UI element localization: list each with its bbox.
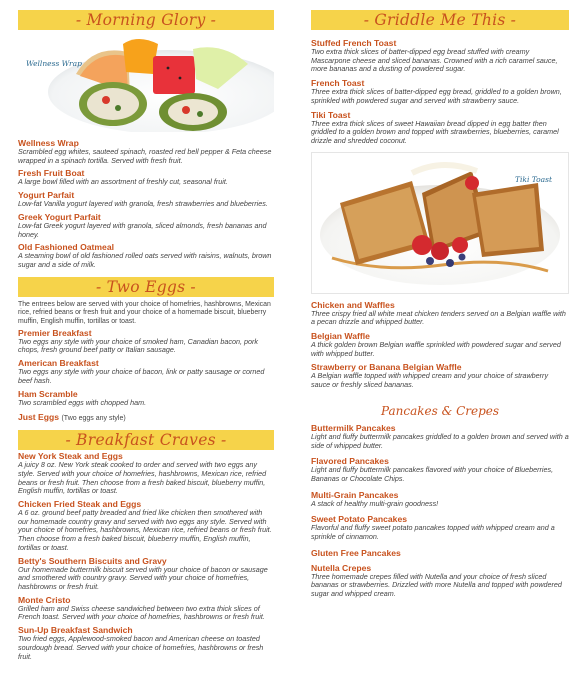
menu-item (311, 78, 569, 105)
item-description: Three extra thick slices of sweet Hawaiian bread dipped in egg batter then griddled to a golden brown and topped with strawberries, blueberries, caramel drizzle and shredded coconut. (311, 118, 559, 145)
item-name: New York Steak and Eggs (18, 451, 123, 462)
item-name: Buttermilk Pancakes (311, 422, 396, 433)
item-description: A thick golden brown Belgian waffle sprinkled with powdered sugar and served with whipped butter. (311, 340, 561, 358)
item-name: Gluten Free Pancakes (311, 547, 401, 558)
item-description: Two eggs any style with your choice of bacon, link or patty sausage or corned beef hash. (18, 367, 265, 385)
breakfast-craves-banner: - Breakfast Craves - (18, 430, 274, 450)
item-name: French Toast (311, 78, 365, 89)
menu-item (18, 556, 274, 592)
griddle-list-bottom (311, 300, 569, 390)
tiki-toast-photo (311, 152, 569, 294)
item-description: Grilled ham and Swiss cheese sandwiched between two extra thick slices of French toast. Served with your choice of homefries, hashbrowns or fresh fruit. (18, 603, 265, 622)
item-description: Light and fluffy buttermilk pancakes griddled to a golden brown and served with a side of whipped butter. (311, 431, 569, 450)
menu-item (18, 625, 274, 661)
menu-item (311, 456, 569, 483)
breakfast-craves-list (18, 451, 274, 661)
item-name: Old Fashioned Oatmeal (18, 242, 114, 253)
item-description: A 6 oz. ground beef patty breaded and fried like chicken then smothered with our homemade country gravy and served with two eggs any style. Served with your choice of homefries, hashbrowns, Mexican rice, refried beans or fresh fruit. Then choose from a fresh baked biscuit, blueberry muffin, English muffin, tortillas or toast. (18, 508, 272, 552)
menu-item (18, 451, 274, 496)
item-description: Two fried eggs, Applewood-smoked bacon and American cheese on toasted sourdough bread. Served with your choice of homefries, hashbrowns or fresh fruit. (18, 634, 264, 661)
item-description: Our homemade buttermilk biscuit served with your choice of bacon or sausage and smothered with country gravy. Served with your choice of homefries, hashbrowns or fresh fruit. (18, 564, 268, 591)
menu-item (18, 389, 274, 408)
item-name: Greek Yogurt Parfait (18, 211, 101, 222)
griddle-list-top (311, 38, 569, 146)
section-intro: The entrees below are served with your choice of homefries, hashbrowns, Mexican rice, refried beans or fresh fruit and your choice of a homemade biscuit, blueberry muffin, English muffin, tortillas or toast. (18, 300, 271, 326)
item-description: Two scrambled eggs with chopped ham. (18, 397, 147, 407)
menu-item (311, 563, 569, 599)
item-name: Chicken and Waffles (311, 299, 395, 310)
item-description: Three crispy fried all white meat chicken tenders served on a Belgian waffle with a pecan drizzle and whipped butter. (311, 308, 566, 327)
menu-item (18, 595, 274, 622)
menu-item (311, 423, 569, 450)
item-name: Yogurt Parfait (18, 190, 75, 201)
item-description: A juicy 8 oz. New York steak cooked to order and served with two eggs any style. Served with your choice of homefries, hashbrowns, Mexican rice, refried beans or fresh fruit. Then choose from a fresh baked biscuit, blueberry muffin, English muffin, tortillas or toast. (18, 460, 267, 496)
menu-item (18, 190, 274, 209)
item-name: Ham Scramble (18, 388, 78, 399)
item-name: Just Eggs (18, 412, 60, 423)
menu-item (18, 242, 274, 269)
item-description: Three extra thick slices of batter-dipped egg bread, griddled to a golden brown, sprinkled with powdered sugar and served with strawberry sauce. (311, 87, 562, 105)
two-eggs-banner: - Two Eggs - (18, 277, 274, 297)
photo-caption: Wellness Wrap (26, 59, 82, 68)
item-name: Tiki Toast (311, 109, 351, 120)
two-eggs-list (18, 301, 274, 425)
section-title: Breakfast Craves (76, 431, 216, 450)
pancakes-heading: Pancakes & Crepes (380, 403, 500, 418)
item-description: Scrambled egg whites, sauteed spinach, roasted red bell pepper & Feta cheese wrapped in a spinach tortilla. Served with fresh fruit. (18, 147, 272, 165)
wellness-wrap-photo (18, 34, 274, 132)
item-description: A stack of healthy multi-grain goodness! (311, 498, 439, 508)
item-name: Belgian Waffle (311, 331, 370, 342)
morning-glory-list (18, 138, 274, 270)
section-title: Two Eggs (106, 277, 186, 296)
menu-item (18, 328, 274, 355)
item-description: Low-fat Greek yogurt layered with granola, sliced almonds, fresh bananas and honey. (18, 220, 267, 239)
menu-item (18, 168, 274, 187)
item-name: American Breakfast (18, 358, 99, 369)
menu-item (311, 300, 569, 327)
item-name: Strawberry or Banana Belgian Waffle (311, 362, 462, 373)
item-description: Flavorful and fluffy sweet potato pancakes topped with whipped cream and a sprinkle of cinnamon. (311, 523, 555, 542)
section-title: Morning Glory (86, 11, 206, 29)
menu-item (18, 212, 274, 239)
item-name: Nutella Crepes (311, 562, 372, 573)
item-name: Sweet Potato Pancakes (311, 514, 408, 525)
just-eggs-item (18, 412, 274, 424)
menu-item (18, 358, 274, 385)
item-name: Flavored Pancakes (311, 456, 389, 467)
item-description: Two eggs any style with your choice of smoked ham, Canadian bacon, pork chops, fresh ground beef patty or Italian sausage. (18, 336, 258, 355)
menu-item (311, 548, 569, 558)
item-description: Three homemade crepes filled with Nutella and your choice of fresh sliced bananas or strawberries. Drizzled with more Nutella and topped with powdered sugar and whipped cream. (311, 571, 562, 599)
menu-item (18, 138, 274, 165)
pancakes-list (311, 423, 569, 599)
item-description: Light and fluffy buttermilk pancakes flavored with your choice of Blueberries, Bananas or Chocolate Chips. (311, 465, 554, 483)
item-description: Two extra thick slices of batter-dipped egg bread stuffed with creamy Mascarpone cheese and sliced bananas. Crowned with a rich caramel sauce, more bananas and a dusting of powdered sugar. (311, 47, 558, 74)
item-description: A large bowl filled with an assortment of freshly cut, seasonal fruit. (18, 177, 228, 187)
menu-item (311, 514, 569, 541)
item-name: Chicken Fried Steak and Eggs (18, 499, 142, 510)
section-title: Griddle Me This (374, 11, 506, 29)
menu-item (311, 38, 569, 74)
menu-item (311, 490, 569, 509)
item-name: Multi-Grain Pancakes (311, 489, 399, 500)
item-name: Fresh Fruit Boat (18, 168, 85, 179)
morning-glory-banner: - Morning Glory - (18, 10, 274, 30)
item-description: A Belgian waffle topped with whipped cream and your choice of strawberry sauce or freshly sliced bananas. (311, 371, 549, 390)
item-name: Monte Cristo (18, 594, 71, 605)
menu-item (18, 499, 274, 553)
menu-item (311, 362, 569, 389)
item-description: A steaming bowl of old fashioned rolled oats served with raisins, walnuts, brown sugar and a side of milk. (18, 251, 272, 269)
right-column (311, 0, 569, 599)
item-name: Betty's Southern Biscuits and Gravy (18, 555, 167, 566)
item-note: (Two eggs any style) (61, 415, 126, 423)
menu-item (311, 110, 569, 146)
menu-item (311, 331, 569, 358)
item-name: Wellness Wrap (18, 138, 79, 148)
item-name: Sun-Up Breakfast Sandwich (18, 625, 133, 636)
griddle-banner: - Griddle Me This - (311, 10, 569, 30)
item-name: Stuffed French Toast (311, 38, 397, 48)
item-description: Low-fat Vanilla yogurt layered with granola, fresh strawberries and blueberries. (18, 199, 268, 209)
item-name: Premier Breakfast (18, 327, 92, 338)
photo-caption: Tiki Toast (515, 174, 552, 184)
left-column (18, 0, 274, 661)
